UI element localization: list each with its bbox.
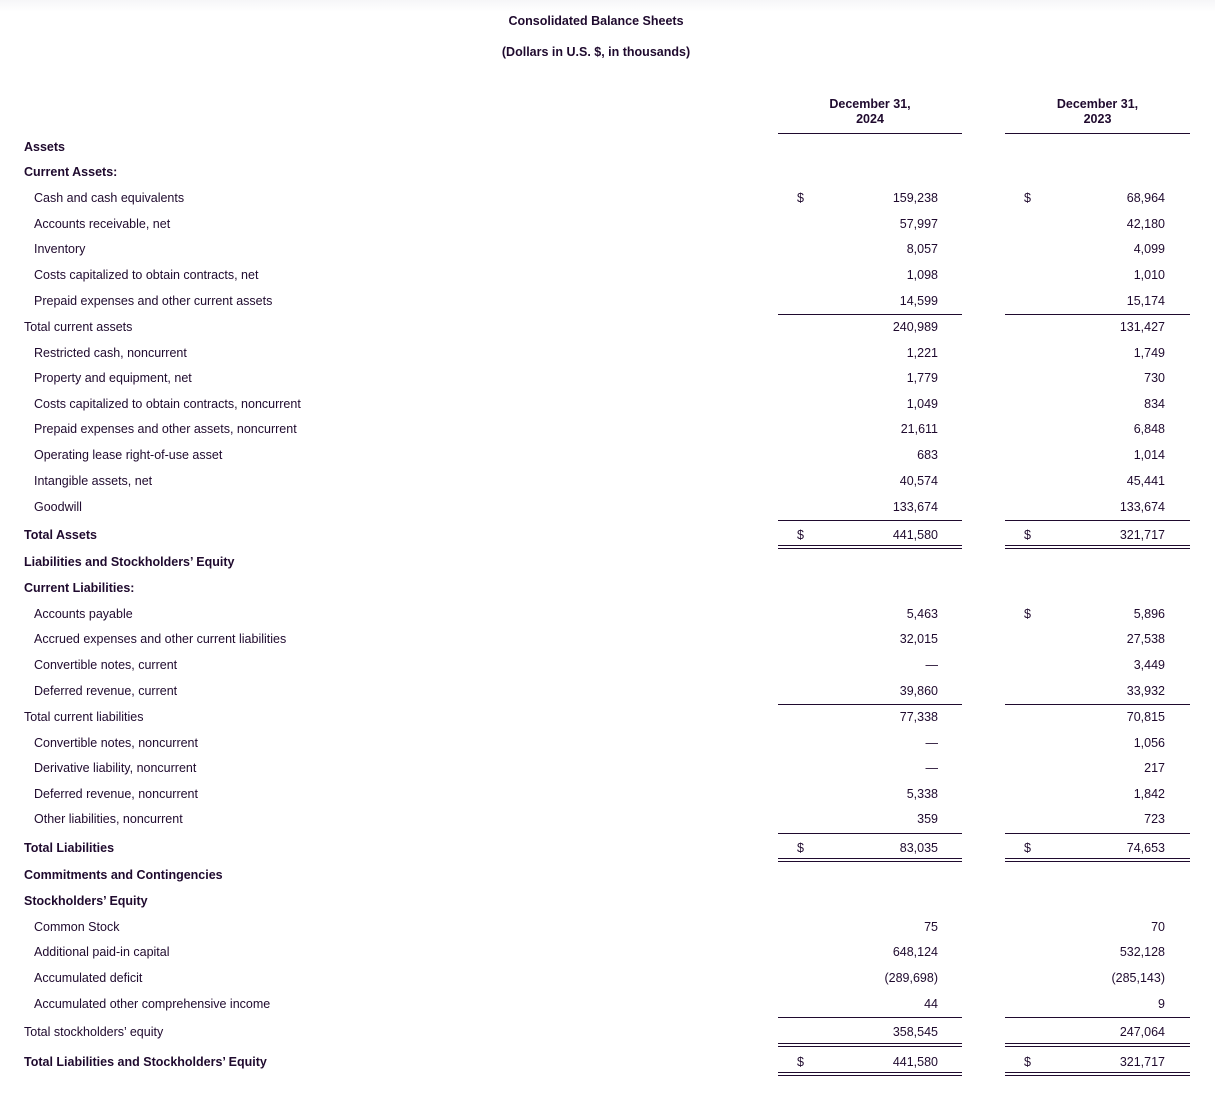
value-2024: 1,779 xyxy=(906,371,938,385)
subtotal-rule xyxy=(778,314,962,315)
total-double-rule xyxy=(1005,1043,1190,1047)
table-row xyxy=(0,343,1215,363)
value-2023: 730 xyxy=(1144,371,1165,385)
value-2023: 9 xyxy=(1158,997,1165,1011)
value-2023: 723 xyxy=(1144,812,1165,826)
value-2024: 83,035 xyxy=(899,841,938,855)
row-label: Restricted cash, noncurrent xyxy=(34,346,187,360)
row-label: Operating lease right-of-use asset xyxy=(34,448,223,462)
table-row xyxy=(0,681,1215,701)
row-label: Current Liabilities: xyxy=(24,581,135,595)
value-2024: 133,674 xyxy=(892,500,938,514)
table-row xyxy=(0,552,1215,572)
value-2023: 131,427 xyxy=(1119,320,1165,334)
row-label: Accounts payable xyxy=(34,607,133,621)
value-2023: 4,099 xyxy=(1133,242,1165,256)
value-2023: 3,449 xyxy=(1133,658,1165,672)
row-label: Commitments and Contingencies xyxy=(24,868,223,882)
value-2023: 45,441 xyxy=(1126,474,1165,488)
value-2024: 441,580 xyxy=(892,528,938,542)
column-header-2024 xyxy=(778,97,962,134)
total-double-rule xyxy=(778,1072,962,1076)
value-2024: 1,098 xyxy=(906,268,938,282)
value-2024: — xyxy=(925,736,938,750)
table-row xyxy=(0,188,1215,208)
value-2023: 1,014 xyxy=(1133,448,1165,462)
subtotal-rule xyxy=(1005,704,1190,705)
top-shade xyxy=(0,0,1215,12)
row-label: Assets xyxy=(24,140,65,154)
row-label: Goodwill xyxy=(34,500,82,514)
currency-symbol-2024: $ xyxy=(797,191,804,205)
row-label: Additional paid-in capital xyxy=(34,945,170,959)
value-2024: 44 xyxy=(924,997,938,1011)
table-row xyxy=(0,865,1215,885)
row-label: Total Assets xyxy=(24,528,97,542)
value-2024: 32,015 xyxy=(899,632,938,646)
table-row xyxy=(0,758,1215,778)
value-2023: 1,749 xyxy=(1133,346,1165,360)
value-2023: 33,932 xyxy=(1126,684,1165,698)
row-label: Deferred revenue, current xyxy=(34,684,178,698)
row-label: Accumulated deficit xyxy=(34,971,143,985)
row-label: Other liabilities, noncurrent xyxy=(34,812,183,826)
value-2023: 247,064 xyxy=(1119,1025,1165,1039)
column-header-2023 xyxy=(1005,97,1190,134)
value-2024: 14,599 xyxy=(899,294,938,308)
table-row xyxy=(0,419,1215,439)
table-row xyxy=(0,525,1215,545)
value-2024: 21,611 xyxy=(900,422,938,436)
value-2024: 683 xyxy=(917,448,938,462)
value-2024: 1,049 xyxy=(906,397,938,411)
table-row xyxy=(0,445,1215,465)
row-label: Convertible notes, current xyxy=(34,658,178,672)
value-2024: 39,860 xyxy=(899,684,938,698)
value-2023: 1,842 xyxy=(1133,787,1165,801)
table-row xyxy=(0,809,1215,829)
table-row xyxy=(0,394,1215,414)
row-label: Prepaid expenses and other assets, noncurrent xyxy=(34,422,297,436)
value-2024: 441,580 xyxy=(892,1055,938,1069)
table-row xyxy=(0,1052,1215,1072)
row-label: Intangible assets, net xyxy=(34,474,153,488)
subtotal-rule xyxy=(778,704,962,705)
table-row xyxy=(0,1022,1215,1042)
table-row xyxy=(0,239,1215,259)
subtotal-rule xyxy=(1005,520,1190,521)
table-row xyxy=(0,291,1215,311)
subtotal-rule xyxy=(1005,314,1190,315)
value-2023: 834 xyxy=(1144,397,1165,411)
table-row xyxy=(0,655,1215,675)
table-row xyxy=(0,891,1215,911)
column-header-2023-line2: 2023 xyxy=(1083,112,1112,126)
column-header-2024-line2: 2024 xyxy=(856,112,884,126)
currency-symbol-2023: $ xyxy=(1024,607,1031,621)
currency-symbol-2024: $ xyxy=(797,841,804,855)
table-row xyxy=(0,917,1215,937)
subtotal-rule xyxy=(1005,1017,1190,1018)
table-row xyxy=(0,265,1215,285)
row-label: Stockholders’ Equity xyxy=(24,894,148,908)
value-2023: (285,143) xyxy=(1111,971,1165,985)
value-2024: 648,124 xyxy=(892,945,938,959)
value-2023: 6,848 xyxy=(1133,422,1165,436)
table-row xyxy=(0,968,1215,988)
value-2024: 8,057 xyxy=(906,242,938,256)
value-2024: 358,545 xyxy=(892,1025,938,1039)
value-2023: 42,180 xyxy=(1126,217,1165,231)
currency-symbol-2024: $ xyxy=(797,528,804,542)
row-label: Costs capitalized to obtain contracts, net xyxy=(34,268,259,282)
row-label: Current Assets: xyxy=(24,165,118,179)
table-row xyxy=(0,838,1215,858)
row-label: Convertible notes, noncurrent xyxy=(34,736,198,750)
value-2024: 40,574 xyxy=(899,474,938,488)
value-2024: — xyxy=(925,658,938,672)
value-2023: 68,964 xyxy=(1126,191,1165,205)
subtotal-rule xyxy=(778,1017,962,1018)
column-header-2024-line1: December 31, xyxy=(829,97,911,111)
table-row xyxy=(0,137,1215,157)
total-double-rule xyxy=(1005,1072,1190,1076)
page-title: Consolidated Balance Sheets xyxy=(508,14,684,28)
row-label: Total Liabilities and Stockholders’ Equity xyxy=(24,1055,267,1069)
table-row xyxy=(0,784,1215,804)
table-row xyxy=(0,604,1215,624)
row-label: Accumulated other comprehensive income xyxy=(34,997,271,1011)
value-2023: 1,010 xyxy=(1133,268,1165,282)
value-2024: 240,989 xyxy=(892,320,938,334)
value-2024: 5,338 xyxy=(906,787,938,801)
row-label: Prepaid expenses and other current assets xyxy=(34,294,273,308)
value-2024: 75 xyxy=(924,920,938,934)
value-2024: 57,997 xyxy=(899,217,938,231)
page-subtitle: (Dollars in U.S. $, in thousands) xyxy=(501,45,691,59)
table-row xyxy=(0,368,1215,388)
total-double-rule xyxy=(778,545,962,549)
value-2023: 532,128 xyxy=(1119,945,1165,959)
total-double-rule xyxy=(1005,545,1190,549)
row-label: Inventory xyxy=(34,242,86,256)
row-label: Derivative liability, noncurrent xyxy=(34,761,197,775)
row-label: Total current liabilities xyxy=(24,710,144,724)
value-2024: 359 xyxy=(917,812,938,826)
value-2023: 70,815 xyxy=(1126,710,1165,724)
value-2024: 5,463 xyxy=(906,607,938,621)
row-label: Common Stock xyxy=(34,920,120,934)
currency-symbol-2023: $ xyxy=(1024,191,1031,205)
value-2023: 15,174 xyxy=(1126,294,1165,308)
table-row xyxy=(0,317,1215,337)
row-label: Costs capitalized to obtain contracts, noncurrent xyxy=(34,397,301,411)
value-2023: 27,538 xyxy=(1126,632,1165,646)
subtotal-rule xyxy=(778,833,962,834)
row-label: Deferred revenue, noncurrent xyxy=(34,787,198,801)
value-2023: 321,717 xyxy=(1119,528,1165,542)
column-header-2023-line1: December 31, xyxy=(1056,97,1139,111)
table-row xyxy=(0,214,1215,234)
value-2024: 1,221 xyxy=(906,346,938,360)
row-label: Cash and cash equivalents xyxy=(34,191,185,205)
value-2023: 321,717 xyxy=(1119,1055,1165,1069)
row-label: Property and equipment, net xyxy=(34,371,192,385)
value-2023: 133,674 xyxy=(1119,500,1165,514)
table-row xyxy=(0,942,1215,962)
table-row xyxy=(0,471,1215,491)
value-2023: 5,896 xyxy=(1133,607,1165,621)
row-label: Total current assets xyxy=(24,320,133,334)
row-label: Accounts receivable, net xyxy=(34,217,171,231)
currency-symbol-2024: $ xyxy=(797,1055,804,1069)
value-2023: 70 xyxy=(1151,920,1165,934)
table-row xyxy=(0,578,1215,598)
value-2023: 1,056 xyxy=(1133,736,1165,750)
subtotal-rule xyxy=(778,520,962,521)
value-2023: 74,653 xyxy=(1126,841,1165,855)
row-label: Liabilities and Stockholders’ Equity xyxy=(24,555,235,569)
value-2023: 217 xyxy=(1144,761,1165,775)
currency-symbol-2023: $ xyxy=(1024,1055,1031,1069)
row-label: Total Liabilities xyxy=(24,841,115,855)
currency-symbol-2023: $ xyxy=(1024,528,1031,542)
value-2024: (289,698) xyxy=(884,971,938,985)
table-row xyxy=(0,733,1215,753)
row-label: Accrued expenses and other current liabilities xyxy=(34,632,287,646)
value-2024: — xyxy=(925,761,938,775)
currency-symbol-2023: $ xyxy=(1024,841,1031,855)
row-label: Total stockholders’ equity xyxy=(24,1025,164,1039)
total-double-rule xyxy=(778,1043,962,1047)
total-double-rule xyxy=(1005,858,1190,862)
value-2024: 159,238 xyxy=(892,191,938,205)
subtotal-rule xyxy=(1005,833,1190,834)
table-row xyxy=(0,994,1215,1014)
table-row xyxy=(0,497,1215,517)
value-2024: 77,338 xyxy=(899,710,938,724)
table-row xyxy=(0,629,1215,649)
table-row xyxy=(0,162,1215,182)
table-row xyxy=(0,707,1215,727)
total-double-rule xyxy=(778,858,962,862)
